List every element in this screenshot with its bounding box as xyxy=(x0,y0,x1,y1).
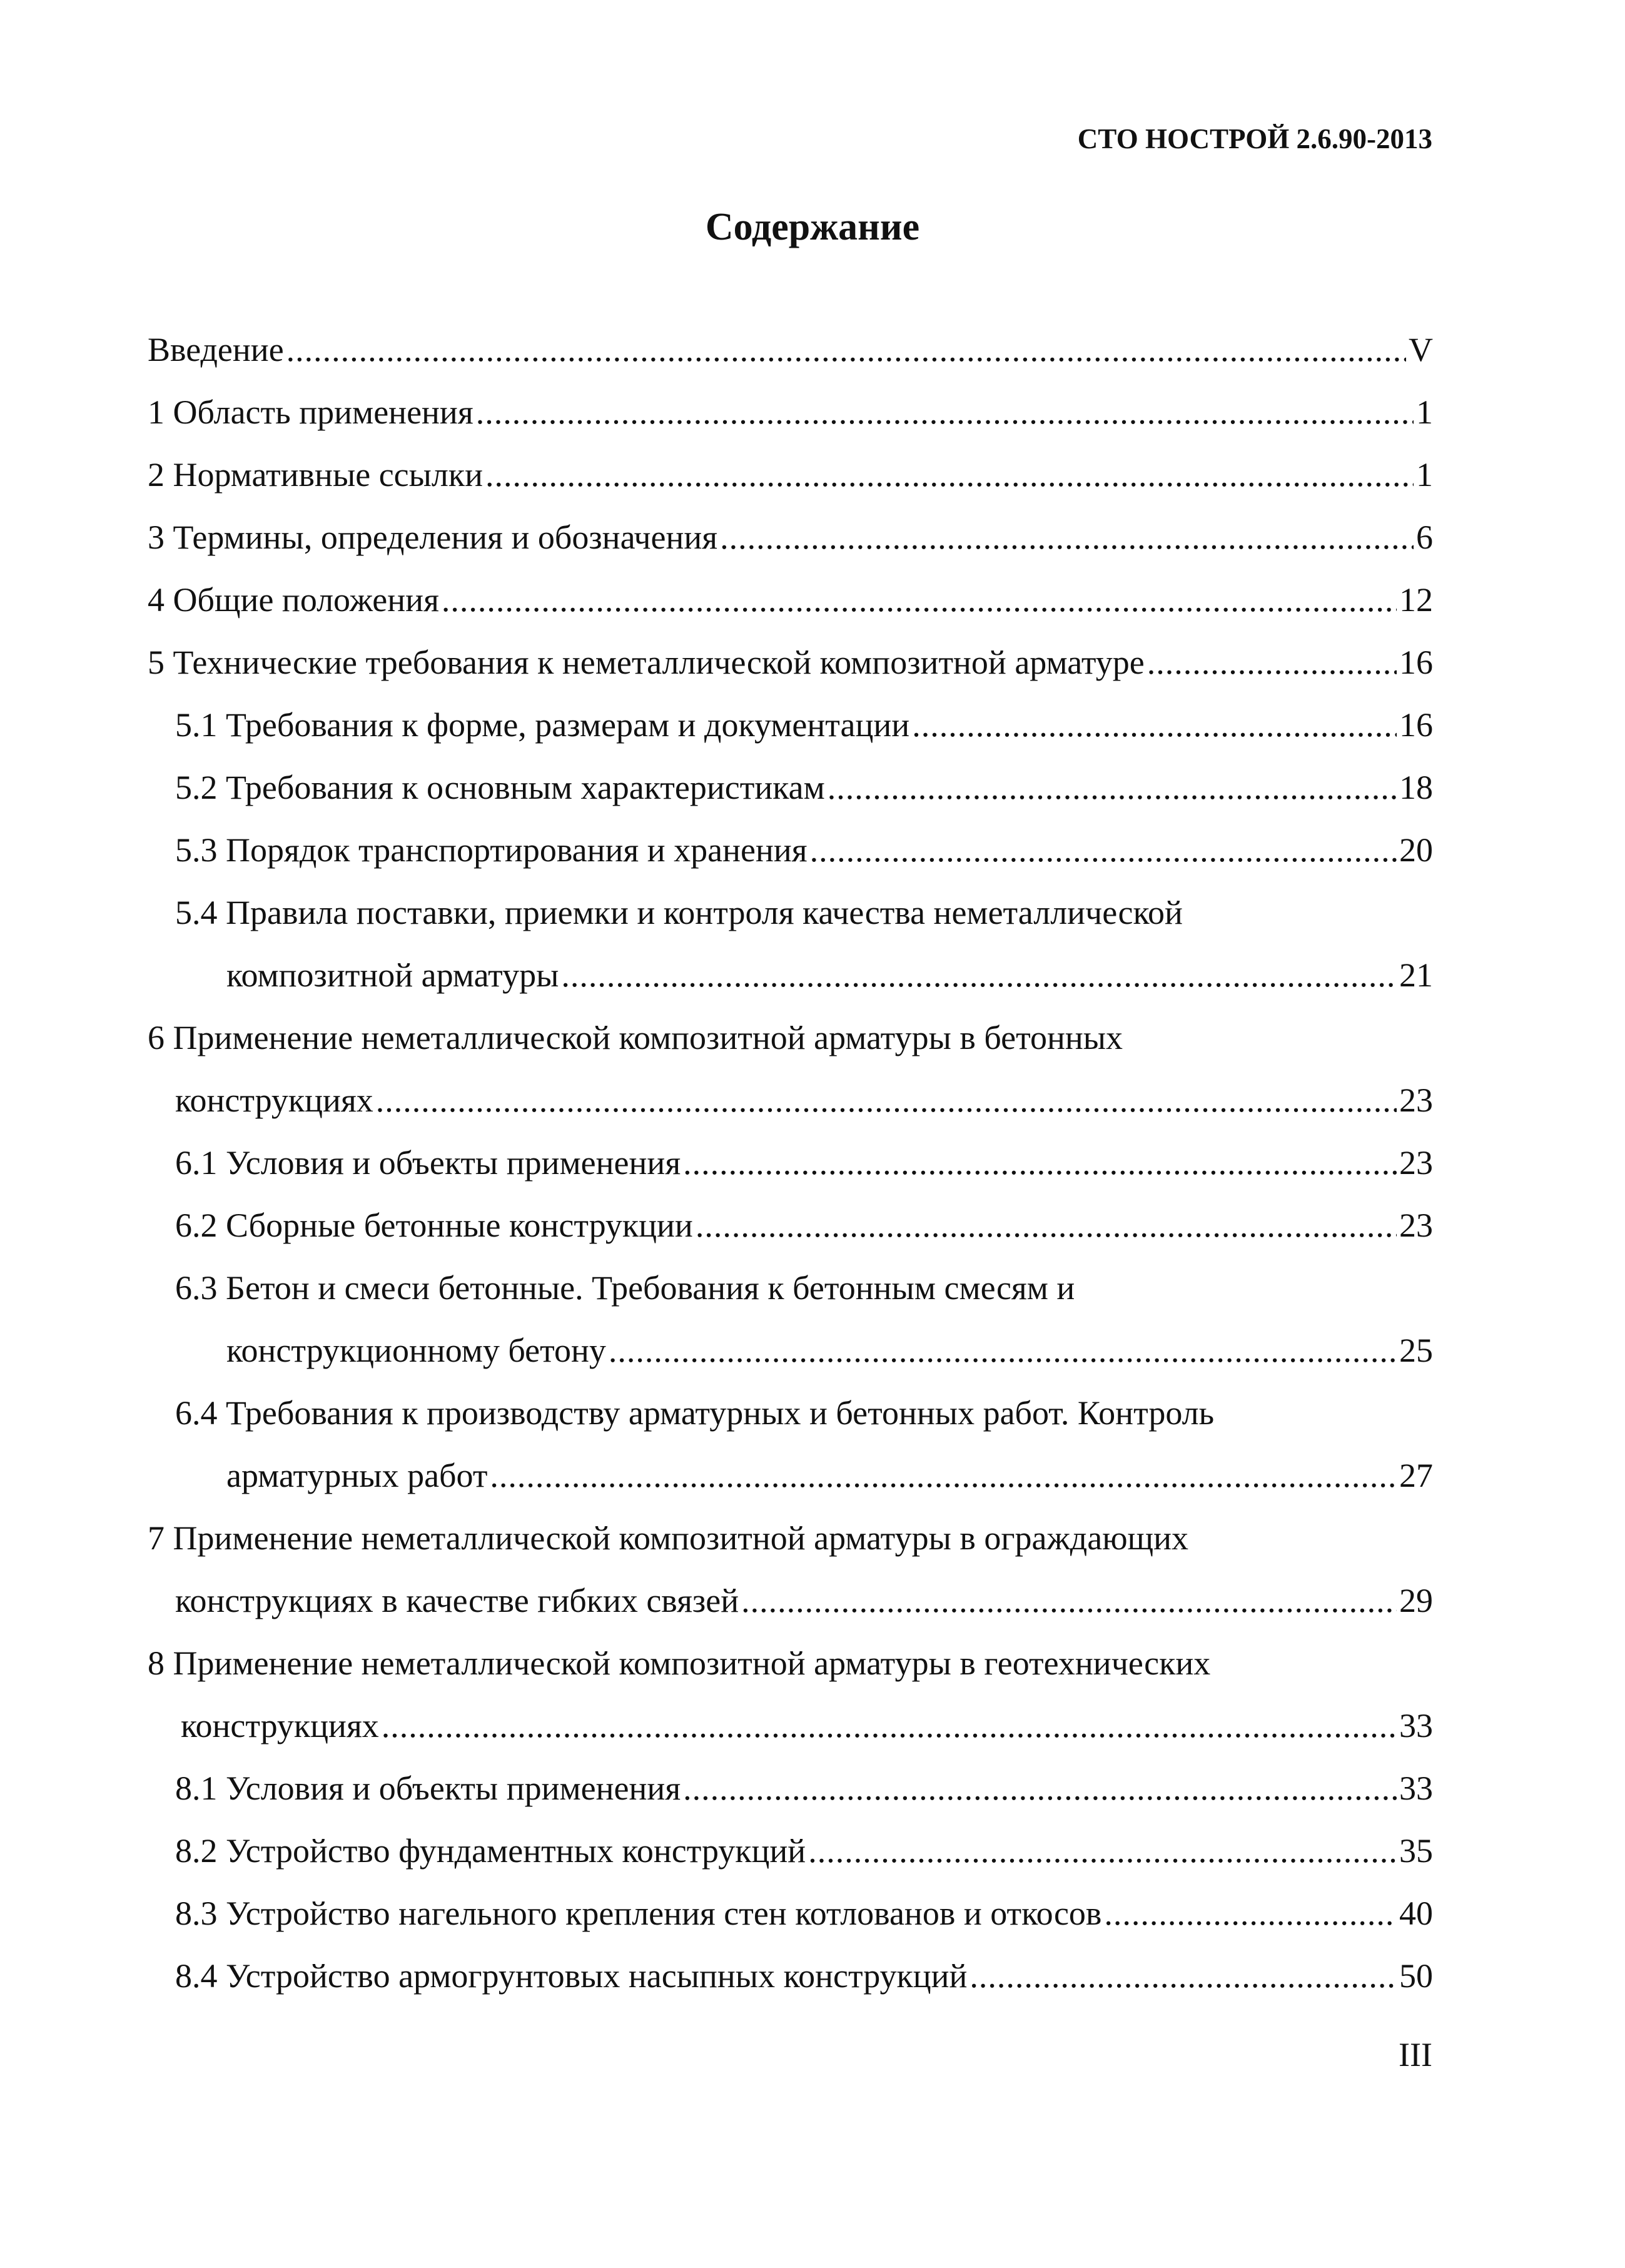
toc-subentry[interactable] xyxy=(175,1141,1433,1185)
dot-leader xyxy=(969,1954,1397,1998)
dot-leader xyxy=(485,453,1414,497)
toc-entry-page: 33 xyxy=(1399,1707,1433,1744)
toc-entry-page: 25 xyxy=(1399,1332,1433,1369)
toc-entry-page: 21 xyxy=(1399,956,1433,994)
toc-entry-page: 16 xyxy=(1399,706,1433,744)
toc-subentry[interactable] xyxy=(175,1954,1433,1998)
dot-leader xyxy=(720,515,1414,559)
toc-subentry-first-line[interactable]: 6.4 Требования к производству арматурных и бетонных работ. Контроль xyxy=(175,1394,1215,1432)
toc-subentry[interactable] xyxy=(226,1454,1433,1497)
toc-entry-label: 5 Технические требования к неметаллической композитной арматуре xyxy=(148,644,1145,681)
toc-entry[interactable] xyxy=(181,1704,1433,1748)
dot-leader xyxy=(810,828,1397,872)
toc-entry-page: 16 xyxy=(1399,644,1433,681)
toc-entry[interactable] xyxy=(175,1579,1433,1623)
toc-entry-page: 27 xyxy=(1399,1457,1433,1494)
toc-subentry[interactable] xyxy=(175,828,1433,872)
toc-entry-page: 23 xyxy=(1399,1081,1433,1119)
dot-leader xyxy=(376,1078,1397,1122)
dot-leader xyxy=(912,703,1397,747)
dot-leader xyxy=(808,1829,1397,1873)
dot-leader xyxy=(442,578,1397,622)
toc-entry-page: 20 xyxy=(1399,831,1433,869)
toc-entry-page: V xyxy=(1409,331,1433,368)
toc-entry-label: конструкциях xyxy=(175,1081,373,1119)
dot-leader xyxy=(1147,640,1397,684)
toc-entry[interactable] xyxy=(175,1078,1433,1122)
toc-entry-label: 8.1 Условия и объекты применения xyxy=(175,1769,681,1807)
toc-entry-label: 5.1 Требования к форме, размерам и документации xyxy=(175,706,910,744)
toc-entry-label: 5.3 Порядок транспортирования и хранения xyxy=(175,831,807,869)
toc-entry-label: 3 Термины, определения и обозначения xyxy=(148,519,718,556)
dot-leader xyxy=(382,1704,1397,1748)
toc-title: Содержание xyxy=(705,206,920,248)
toc-entry[interactable] xyxy=(148,640,1433,684)
toc-entry-page: 12 xyxy=(1399,581,1433,619)
dot-leader xyxy=(490,1454,1397,1497)
document-code: СТО НОСТРОЙ 2.6.90-2013 xyxy=(1077,123,1432,154)
toc-entry-label: 2 Нормативные ссылки xyxy=(148,456,483,494)
dot-leader xyxy=(609,1329,1397,1372)
toc-entry-first-line[interactable]: 7 Применение неметаллической композитной арматуры в ограждающих xyxy=(148,1519,1189,1557)
toc-entry[interactable] xyxy=(148,578,1433,622)
toc-subentry[interactable] xyxy=(175,1891,1433,1935)
toc-entry-label: Введение xyxy=(148,331,284,368)
toc-entry-page: 18 xyxy=(1399,769,1433,806)
page-number: III xyxy=(1399,2036,1432,2073)
toc-entry-page: 23 xyxy=(1399,1144,1433,1182)
toc-entry-label: 4 Общие положения xyxy=(148,581,439,619)
toc-subentry[interactable] xyxy=(175,703,1433,747)
toc-entry-label: конструкциях в качестве гибких связей xyxy=(175,1582,739,1619)
dot-leader xyxy=(1104,1891,1397,1935)
toc-subentry-first-line[interactable]: 6.3 Бетон и смеси бетонные. Требования к бетонным смесям и xyxy=(175,1269,1075,1307)
toc-entry-page: 35 xyxy=(1399,1832,1433,1870)
toc-entry-page: 23 xyxy=(1399,1207,1433,1244)
toc-entry-label: 8.4 Устройство армогрунтовых насыпных конструкций xyxy=(175,1957,968,1995)
toc-entry-label: 8.2 Устройство фундаментных конструкций xyxy=(175,1832,806,1870)
toc-entry[interactable] xyxy=(148,390,1433,434)
toc-entry[interactable] xyxy=(148,328,1433,372)
toc-entry-page: 29 xyxy=(1399,1582,1433,1619)
toc-entry[interactable] xyxy=(148,453,1433,497)
toc-entry-label: арматурных работ xyxy=(226,1457,488,1494)
dot-leader xyxy=(683,1766,1397,1810)
dot-leader xyxy=(828,766,1397,809)
toc-subentry[interactable] xyxy=(226,1329,1433,1372)
toc-entry-page: 1 xyxy=(1416,456,1433,494)
dot-leader xyxy=(476,390,1414,434)
toc-entry-first-line[interactable]: 6 Применение неметаллической композитной арматуры в бетонных xyxy=(148,1019,1123,1056)
dot-leader xyxy=(286,328,1406,372)
dot-leader xyxy=(561,953,1397,997)
toc-entry-page: 40 xyxy=(1399,1895,1433,1932)
toc-entry-label: композитной арматуры xyxy=(226,956,559,994)
dot-leader xyxy=(741,1579,1397,1623)
toc-subentry[interactable] xyxy=(175,766,1433,809)
toc-entry-label: 5.2 Требования к основным характеристикам xyxy=(175,769,825,806)
toc-entry-page: 33 xyxy=(1399,1769,1433,1807)
toc-entry-page: 50 xyxy=(1399,1957,1433,1995)
toc-entry-page: 6 xyxy=(1416,519,1433,556)
toc-entry-label: 6.1 Условия и объекты применения xyxy=(175,1144,681,1182)
dot-leader xyxy=(683,1141,1397,1185)
toc-entry-label: конструкционному бетону xyxy=(226,1332,606,1369)
toc-entry-label: 6.2 Сборные бетонные конструкции xyxy=(175,1207,693,1244)
toc-entry-label: 8.3 Устройство нагельного крепления стен котлованов и откосов xyxy=(175,1895,1102,1932)
toc-entry-first-line[interactable]: 8 Применение неметаллической композитной арматуры в геотехнических xyxy=(148,1644,1211,1682)
toc-entry[interactable] xyxy=(148,515,1433,559)
toc-entry-label: конструкциях xyxy=(181,1707,379,1744)
toc-subentry-first-line[interactable]: 5.4 Правила поставки, приемки и контроля качества неметаллической xyxy=(175,894,1183,931)
toc-subentry[interactable] xyxy=(175,1829,1433,1873)
toc-subentry[interactable] xyxy=(175,1766,1433,1810)
toc-subentry[interactable] xyxy=(175,1203,1433,1247)
toc-entry-page: 1 xyxy=(1416,393,1433,431)
dot-leader xyxy=(696,1203,1397,1247)
toc-subentry[interactable] xyxy=(226,953,1433,997)
toc-entry-label: 1 Область применения xyxy=(148,393,473,431)
